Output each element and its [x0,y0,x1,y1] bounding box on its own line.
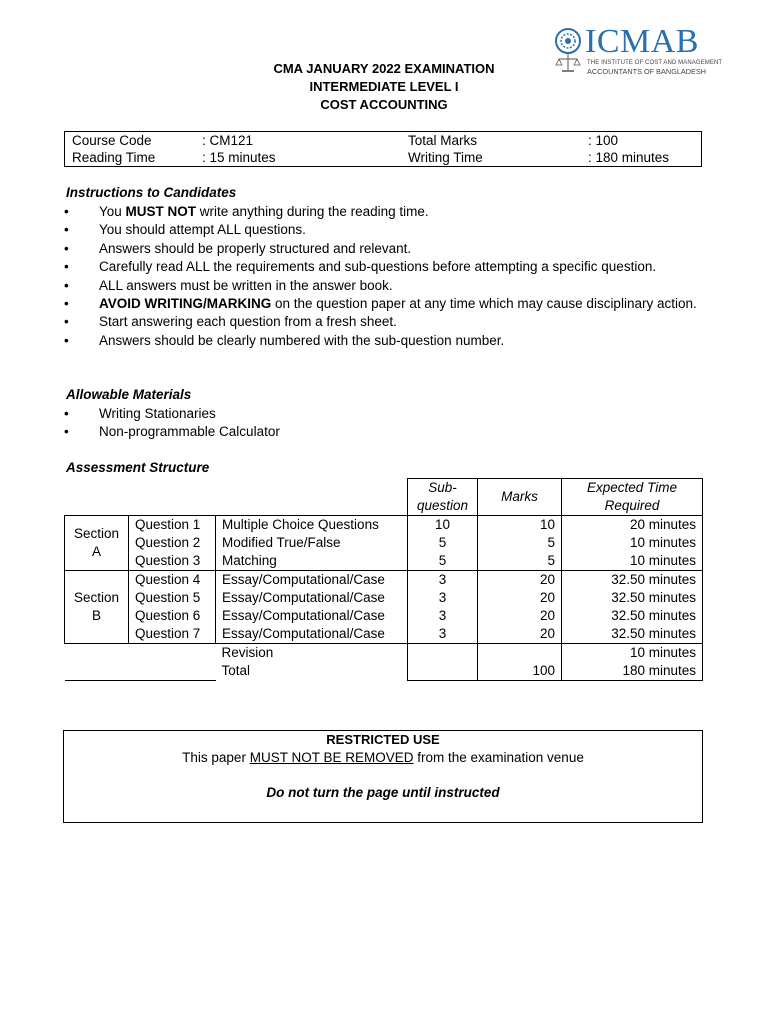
instruction-item: • Answers should be clearly numbered with the sub-question number. [64,332,704,350]
assessment-title: Assessment Structure [66,460,210,475]
course-code-label: Course Code [72,133,152,148]
total-row [65,662,703,681]
material-item: • Writing Stationaries [64,405,704,423]
subquestion-header: Sub- question [408,479,478,516]
material-item: • Non-programmable Calculator [64,423,704,441]
subquestion-cell: 5 [408,552,478,571]
marks-cell: 5 [478,534,562,552]
marks-cell: 20 [478,589,562,607]
logo-subtitle-1: THE INSTITUTE OF COST AND MANAGEMENT [587,60,723,66]
subquestion-cell: 3 [408,589,478,607]
subquestion-cell: 3 [408,625,478,644]
marks-cell: 20 [478,571,562,590]
question-cell: Question 2 [129,534,216,552]
revision-time: 10 minutes [562,644,703,663]
question-cell: Question 6 [129,607,216,625]
time-cell: 32.50 minutes [562,571,703,590]
instruction-item: • Start answering each question from a fresh sheet. [64,313,704,331]
instruction-item: • AVOID WRITING/MARKING on the question paper at any time which may cause disciplinary action. [64,295,704,313]
materials-title: Allowable Materials [66,387,192,402]
assessment-table [64,478,703,681]
revision-label: Revision [216,644,408,663]
time-cell: 10 minutes [562,534,703,552]
time-cell: 32.50 minutes [562,607,703,625]
writing-time-value: : 180 minutes [588,150,670,165]
table-row [65,625,703,644]
instructions-list [64,203,704,350]
table-row [65,552,703,571]
restricted-notice: This paper MUST NOT BE REMOVED from the examination venue [182,750,584,765]
exam-title: CMA JANUARY 2022 EXAMINATION [273,61,495,76]
question-type-cell: Modified True/False [216,534,408,552]
time-cell: 10 minutes [562,552,703,571]
table-row [65,571,703,590]
instruction-item: • Carefully read ALL the requirements and sub-questions before attempting a specific question. [64,258,704,276]
revision-row [65,644,703,663]
table-row [65,534,703,552]
marks-cell: 5 [478,552,562,571]
subquestion-cell: 10 [408,516,478,535]
total-marks-value: : 100 [588,133,619,148]
logo-subtitle-2: ACCOUNTANTS OF BANGLADESH [587,67,707,76]
reading-time-label: Reading Time [72,150,156,165]
time-cell: 32.50 minutes [562,589,703,607]
restricted-title: RESTRICTED USE [326,732,440,747]
instruction-item: • Answers should be properly structured and relevant. [64,240,704,258]
course-info-box [64,131,702,167]
section-a-label: Section A [65,516,129,571]
total-marks: 100 [478,662,562,681]
question-cell: Question 5 [129,589,216,607]
section-b-label: Section B [65,571,129,644]
question-type-cell: Essay/Computational/Case [216,625,408,644]
exam-subject: COST ACCOUNTING [320,97,448,112]
instruction-item: • You should attempt ALL questions. [64,221,704,239]
subquestion-cell: 5 [408,534,478,552]
question-cell: Question 1 [129,516,216,535]
total-label: Total [216,662,408,681]
question-type-cell: Matching [216,552,408,571]
table-header-row [65,479,703,516]
time-cell: 32.50 minutes [562,625,703,644]
question-type-cell: Essay/Computational/Case [216,607,408,625]
marks-cell: 20 [478,625,562,644]
instruction-item: • ALL answers must be written in the answer book. [64,277,704,295]
table-row [65,607,703,625]
restricted-use-box [63,730,703,823]
subquestion-cell: 3 [408,571,478,590]
question-cell: Question 7 [129,625,216,644]
table-row [65,589,703,607]
time-header: Expected Time Required [562,479,703,516]
instructions-title: Instructions to Candidates [66,185,237,200]
question-cell: Question 3 [129,552,216,571]
question-type-cell: Essay/Computational/Case [216,589,408,607]
writing-time-label: Writing Time [408,150,483,165]
question-type-cell: Essay/Computational/Case [216,571,408,590]
total-marks-label: Total Marks [408,133,478,148]
subquestion-cell: 3 [408,607,478,625]
exam-level: INTERMEDIATE LEVEL I [309,79,459,94]
materials-list [64,405,704,442]
reading-time-value: : 15 minutes [202,150,276,165]
total-time: 180 minutes [562,662,703,681]
table-row [65,516,703,535]
time-cell: 20 minutes [562,516,703,535]
marks-header: Marks [478,479,562,516]
question-cell: Question 4 [129,571,216,590]
marks-cell: 20 [478,607,562,625]
question-type-cell: Multiple Choice Questions [216,516,408,535]
course-code-value: : CM121 [202,133,254,148]
logo-title: ICMAB [585,23,699,60]
marks-cell: 10 [478,516,562,535]
instruction-item: • You MUST NOT write anything during the reading time. [64,203,704,221]
turn-page-instruction: Do not turn the page until instructed [266,785,500,800]
